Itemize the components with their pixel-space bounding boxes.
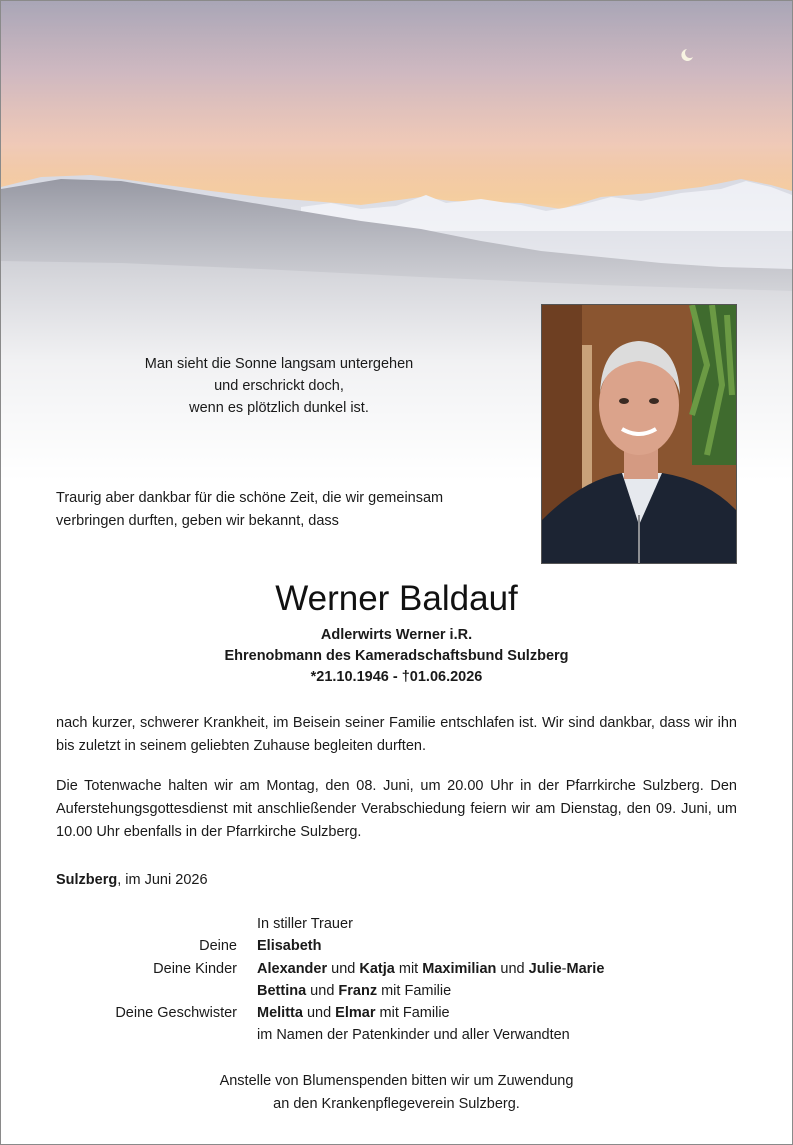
mourner-name: Maximilian <box>422 960 497 977</box>
mourner-name: Bettina <box>257 982 307 999</box>
mourner-name: Elisabeth <box>257 938 322 955</box>
mourner-names <box>257 958 604 980</box>
mourner-row <box>1 980 792 1002</box>
mourner-connector: - <box>561 960 567 977</box>
mourner-row <box>1 1024 792 1046</box>
mourners-heading: In stiller Trauer <box>257 916 353 932</box>
mourners-heading-row <box>1 913 792 935</box>
memorial-quote <box>61 353 497 419</box>
mourner-name: Marie <box>566 960 605 977</box>
mourner-name: Melitta <box>257 1005 303 1022</box>
mourner-names <box>257 980 451 1002</box>
mourner-row <box>1 935 792 957</box>
mourner-name: Franz <box>338 982 378 999</box>
mourner-connector: mit Familie <box>375 1005 450 1022</box>
mourner-connector: mit <box>394 960 423 977</box>
mourner-name: Katja <box>359 960 395 977</box>
place-town: Sulzberg <box>56 872 118 888</box>
mourner-names <box>257 1024 570 1046</box>
mourner-relation: Deine <box>199 938 237 955</box>
deceased-details <box>1 625 792 688</box>
intro-line: Traurig aber dankbar für die schöne Zeit, die wir gemeinsam <box>56 490 444 506</box>
funeral-service-paragraph: Die Totenwache halten wir am Montag, den 08. Juni, um 20.00 Uhr in der Pfarrkirche Sulzberg. Den Auferstehungsgottesdienst mit anschließender Verabschiedung feiern wir am Dienstag, den 09. Juni, um 10.00 Uhr ebenfalls in der Pfarrkirche Sulzberg. <box>56 778 737 840</box>
mourner-relation: Deine Kinder <box>153 960 237 977</box>
life-dates: *21.10.1946 - †01.06.2026 <box>310 669 483 685</box>
place-date-text: , im Juni 2026 <box>117 872 208 888</box>
donation-line: an den Krankenpflegeverein Sulzberg. <box>273 1096 520 1112</box>
nickname: Adlerwirts Werner i.R. <box>320 627 473 643</box>
place-date <box>56 869 208 891</box>
death-notice-paragraph: nach kurzer, schwerer Krankheit, im Beisein seiner Familie entschlafen ist. Wir sind dankbar, dass wir ihn bis zuletzt in seinem geliebten Zuhause begleiten durften. <box>56 715 737 754</box>
mourner-name: Alexander <box>257 960 328 977</box>
quote-line: Man sieht die Sonne langsam untergehen <box>144 356 414 372</box>
portrait-photo <box>541 304 737 564</box>
mourner-connector: und <box>306 982 339 999</box>
mourner-row <box>1 1002 792 1024</box>
mourner-name: Elmar <box>335 1005 376 1022</box>
honorary-role: Ehrenobmann des Kameradschaftsbund Sulzberg <box>224 648 569 664</box>
mourner-connector: und <box>327 960 360 977</box>
mourner-connector: mit Familie <box>377 982 452 999</box>
mourner-relation: Deine Geschwister <box>115 1005 237 1022</box>
mourner-row <box>1 958 792 980</box>
donation-line: Anstelle von Blumenspenden bitten wir um Zuwendung <box>219 1073 574 1089</box>
donation-note <box>1 1070 792 1116</box>
mourner-connector: im Namen der Patenkinder und aller Verwandten <box>257 1027 570 1044</box>
mourner-names <box>257 935 321 957</box>
intro-text <box>56 487 526 533</box>
mourner-name: Julie <box>528 960 562 977</box>
mourners-list <box>1 913 792 1047</box>
mourner-rows <box>1 935 792 1046</box>
mourner-names <box>257 1002 450 1024</box>
quote-line: wenn es plötzlich dunkel ist. <box>189 400 369 416</box>
mourner-connector: und <box>302 1005 336 1022</box>
mourner-connector: und <box>496 960 529 977</box>
quote-line: und erschrickt doch, <box>214 378 344 394</box>
intro-line: verbringen durften, geben wir bekannt, dass <box>56 513 339 529</box>
deceased-name: Werner Baldauf <box>275 579 518 618</box>
